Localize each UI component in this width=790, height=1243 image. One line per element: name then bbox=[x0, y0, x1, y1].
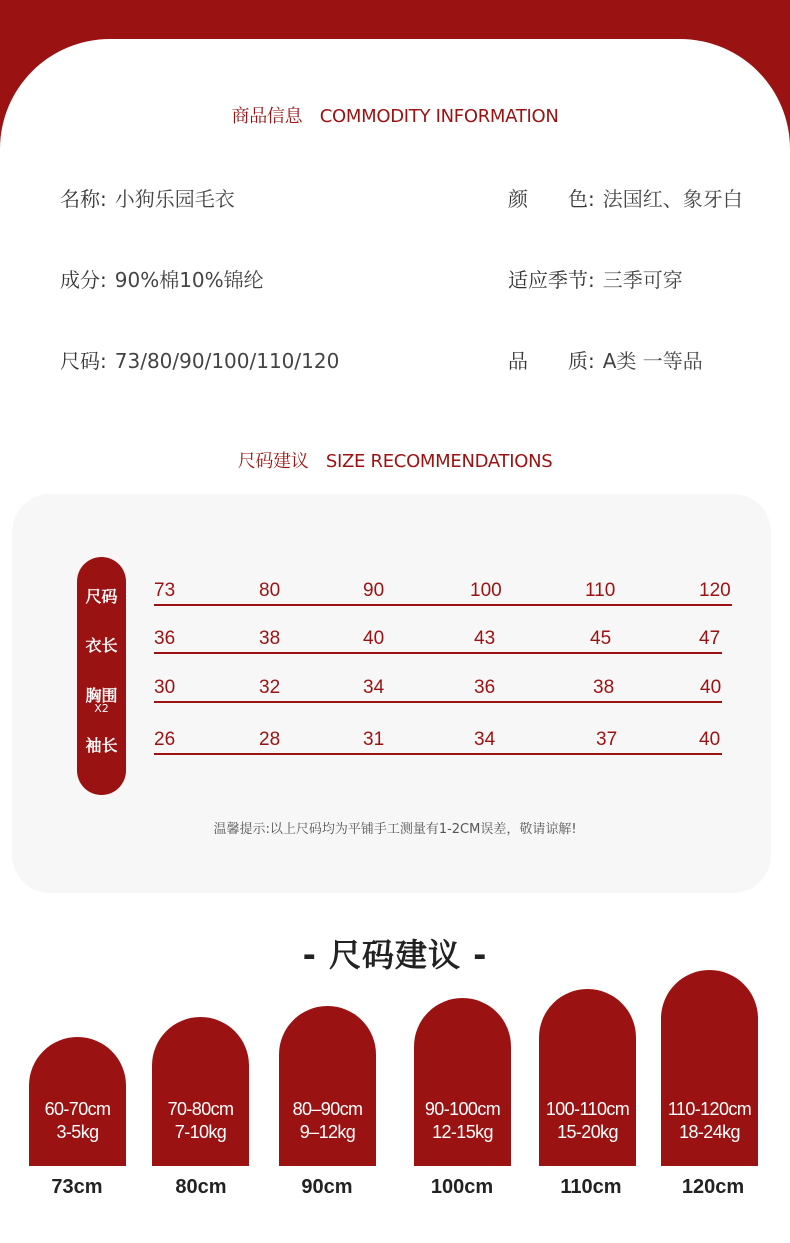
size-table-cell: 38 bbox=[259, 628, 281, 649]
row-label-pill bbox=[77, 557, 126, 795]
size-table-cell: 30 bbox=[154, 677, 176, 698]
commodity-section-title bbox=[0, 102, 790, 128]
size-table-cell: 73 bbox=[154, 580, 176, 601]
size-table-cell: 28 bbox=[259, 729, 281, 750]
row-label-length: 衣长 bbox=[85, 636, 118, 655]
size-table-cell: 40 bbox=[699, 729, 721, 750]
size-table-cell: 31 bbox=[363, 729, 385, 750]
size-table-cell: 47 bbox=[699, 628, 721, 649]
size-table-cell: 40 bbox=[363, 628, 385, 649]
size-table-cell: 110 bbox=[585, 580, 616, 601]
arch-height-range: 100-110cm bbox=[545, 1099, 630, 1119]
size-table-cell: 32 bbox=[259, 677, 281, 698]
info-season: 适应季节: 三季可穿 bbox=[508, 268, 683, 292]
arch-height-range: 110-120cm bbox=[667, 1099, 752, 1119]
arch-height-range: 80–90cm bbox=[292, 1099, 363, 1119]
size-table-cell: 34 bbox=[474, 729, 496, 750]
commodity-title-en: COMMODITY INFORMATION bbox=[319, 106, 559, 127]
size-table-cell: 80 bbox=[259, 580, 281, 601]
row-label-chest-sub: X2 bbox=[94, 702, 109, 715]
size-guide-title: - 尺码建议 - bbox=[302, 936, 488, 974]
arch-weight-range: 18-24kg bbox=[679, 1122, 740, 1142]
arch-size-label: 90cm bbox=[301, 1176, 353, 1198]
size-guide-arch bbox=[29, 1037, 126, 1166]
size-table-row bbox=[154, 628, 722, 654]
size-table-cell: 36 bbox=[154, 628, 176, 649]
arch-size-label: 120cm bbox=[681, 1176, 745, 1198]
size-table-cell: 38 bbox=[593, 677, 615, 698]
size-table-row bbox=[154, 729, 722, 755]
measurement-note: 温馨提示:以上尺码均为平铺手工测量有1-2CM误差，敬请谅解! bbox=[213, 822, 577, 837]
size-table-cell: 43 bbox=[474, 628, 496, 649]
size-table-row bbox=[154, 580, 732, 606]
info-quality: 品 质: A类 一等品 bbox=[508, 349, 703, 373]
size-guide-arch bbox=[279, 1006, 376, 1166]
info-color: 颜 色: 法国红、象牙白 bbox=[508, 187, 743, 211]
info-name: 名称: 小狗乐园毛衣 bbox=[60, 187, 235, 211]
row-underline bbox=[154, 652, 722, 654]
arch-size-label: 80cm bbox=[175, 1176, 227, 1198]
size-table-cell: 40 bbox=[700, 677, 722, 698]
size-table-row bbox=[154, 677, 722, 703]
size-section-title bbox=[0, 447, 790, 473]
arch-height-range: 70-80cm bbox=[167, 1099, 234, 1119]
size-table-cell: 100 bbox=[470, 580, 502, 601]
row-label-chest: 胸围 bbox=[85, 686, 118, 705]
row-underline bbox=[154, 604, 732, 606]
arch-weight-range: 9–12kg bbox=[299, 1122, 356, 1142]
arch-size-label: 73cm bbox=[51, 1176, 103, 1198]
size-table-cell: 90 bbox=[363, 580, 385, 601]
size-table-cell: 36 bbox=[474, 677, 496, 698]
size-title-cn: 尺码建议 bbox=[237, 451, 309, 472]
arch-size-label: 100cm bbox=[430, 1176, 494, 1198]
size-guide-arch bbox=[152, 1017, 249, 1166]
row-label-sleeve: 袖长 bbox=[85, 736, 118, 755]
size-table-cell: 45 bbox=[590, 628, 612, 649]
row-underline bbox=[154, 701, 722, 703]
info-sizes: 尺码: 73/80/90/100/110/120 bbox=[60, 349, 340, 373]
size-guide-arch bbox=[539, 989, 636, 1166]
info-composition: 成分: 90%棉10%锦纶 bbox=[60, 268, 264, 292]
arch-height-range: 60-70cm bbox=[44, 1099, 111, 1119]
arch-weight-range: 7-10kg bbox=[174, 1122, 227, 1142]
size-guide-arch bbox=[414, 998, 511, 1166]
arch-height-range: 90-100cm bbox=[424, 1099, 501, 1119]
size-guide-arch bbox=[661, 970, 758, 1166]
arch-weight-range: 12-15kg bbox=[432, 1122, 493, 1142]
arch-size-label: 110cm bbox=[560, 1176, 622, 1198]
row-underline bbox=[154, 753, 722, 755]
size-title-en: SIZE RECOMMENDATIONS bbox=[325, 451, 553, 472]
commodity-title-cn: 商品信息 bbox=[231, 106, 303, 127]
row-label-size: 尺码 bbox=[85, 587, 118, 606]
size-table-cell: 26 bbox=[154, 729, 176, 750]
arch-weight-range: 3-5kg bbox=[56, 1122, 99, 1142]
size-table-cell: 120 bbox=[699, 580, 731, 601]
arch-weight-range: 15-20kg bbox=[557, 1122, 618, 1142]
size-table-cell: 34 bbox=[363, 677, 385, 698]
size-table-cell: 37 bbox=[596, 729, 618, 750]
